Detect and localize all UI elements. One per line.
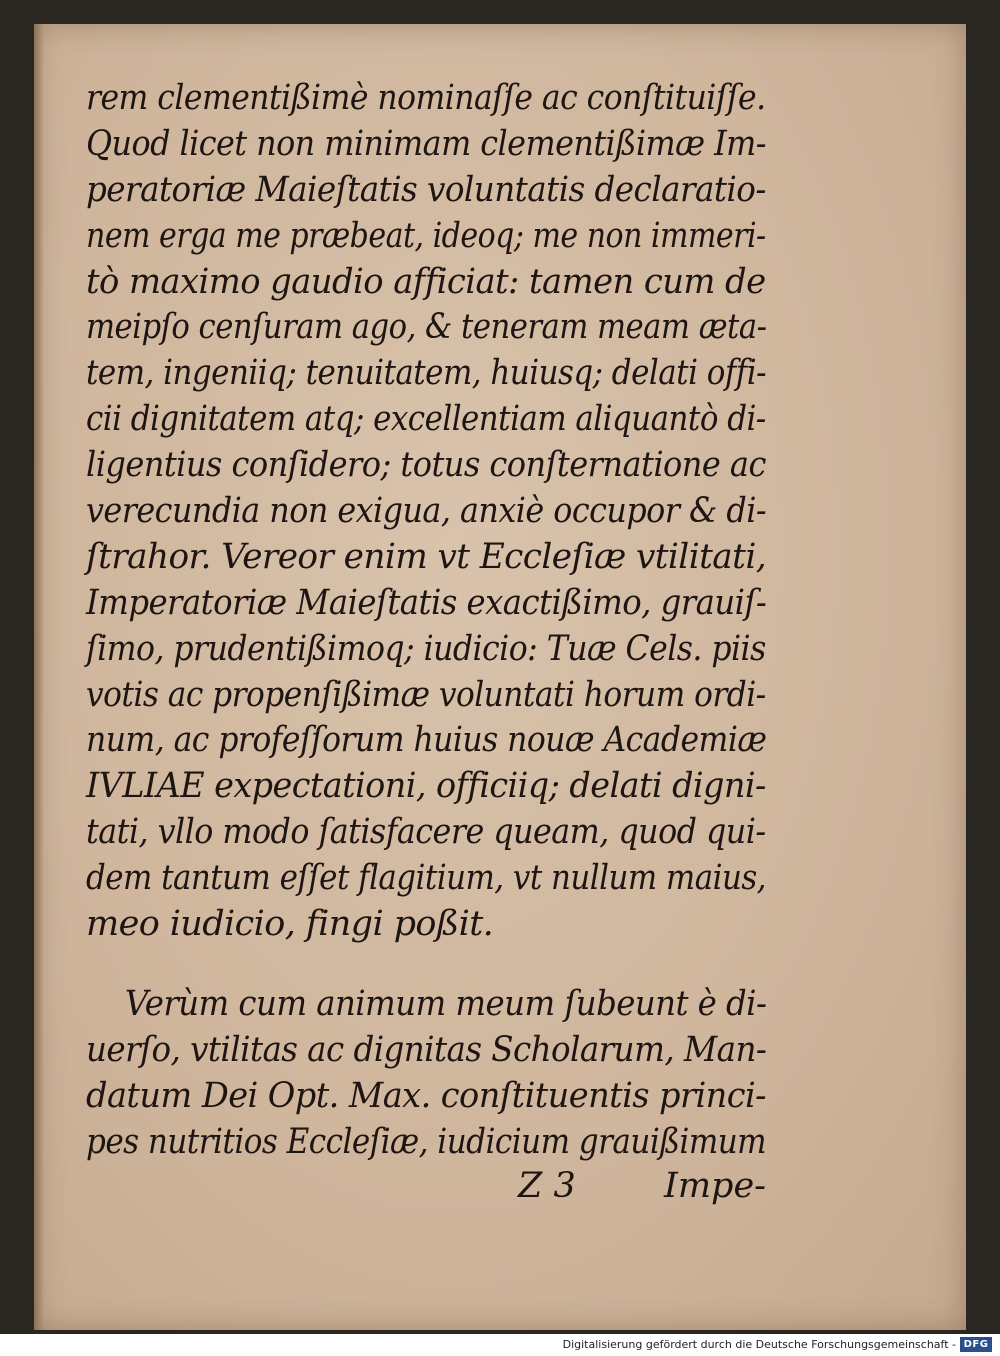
dfg-logo: DFG (960, 1337, 992, 1352)
page-text (86, 76, 766, 1165)
signature-mark: Z 3 (518, 1166, 576, 1206)
text-line: verecundia non exigua, anxiè occupor & di- (86, 491, 767, 532)
text-line: IVLIAE expectationi, officiiq; delati digni- (86, 766, 766, 807)
text-line: num, ac profeſſorum huius nouæ Academiæ (86, 720, 767, 761)
text-line: peratoriæ Maieſtatis voluntatis declaratio- (86, 169, 766, 210)
text-line: Verùm cum animum meum ſubeunt è di- (124, 983, 767, 1024)
text-line: meo iudicio, fingi poßit. (86, 904, 494, 945)
text-line: rem clementißimè nominaſſe ac conſtituiſſe. (86, 78, 766, 118)
text-line: nem erga me præbeat, ideoq; me non immeri- (86, 215, 766, 256)
text-line: cii dignitatem atq; excellentiam aliquantò di- (86, 399, 766, 440)
text-line: tem, ingeniiq; tenuitatem, huiusq; delati offi- (86, 353, 766, 394)
text-line: tò maximo gaudio afficiat: tamen cum de (86, 261, 766, 302)
text-line: datum Dei Opt. Max. conſtituentis princi- (86, 1075, 766, 1116)
text-line: dem tantum eſſet flagitium, vt nullum maius, (86, 858, 766, 899)
page-binding-shadow (34, 24, 44, 1330)
page-footer (86, 1166, 766, 1214)
credit-text: Digitalisierung gefördert durch die Deutsche Forschungsgemeinschaft - (562, 1338, 956, 1351)
text-line: pes nutritios Eccleſiæ, iudicium grauißimum (86, 1121, 767, 1162)
text-line: Imperatoriæ Maieſtatis exactißimo, grauiſ- (86, 582, 767, 623)
text-line: votis ac propenſißimæ voluntati horum ordi- (86, 674, 766, 715)
credit-bar (0, 1334, 1000, 1356)
text-line: meipſo cenſuram ago, & teneram meam æta- (86, 307, 767, 348)
text-line: uerſo, vtilitas ac dignitas Scholarum, Man- (86, 1029, 767, 1070)
text-line: Quod licet non minimam clementißimæ Im- (86, 123, 766, 164)
text-line: ſtrahor. Vereor enim vt Eccleſiæ vtilitati, (86, 536, 767, 577)
catchword: Impe- (664, 1166, 766, 1206)
text-line: tati, vllo modo ſatisfacere queam, quod qui- (86, 812, 766, 853)
text-line: ligentius conſidero; totus conſternatione ac (86, 445, 766, 486)
paragraph-gap (86, 948, 766, 982)
text-line: ſimo, prudentißimoq; iudicio: Tuæ Cels. piis (86, 628, 766, 669)
